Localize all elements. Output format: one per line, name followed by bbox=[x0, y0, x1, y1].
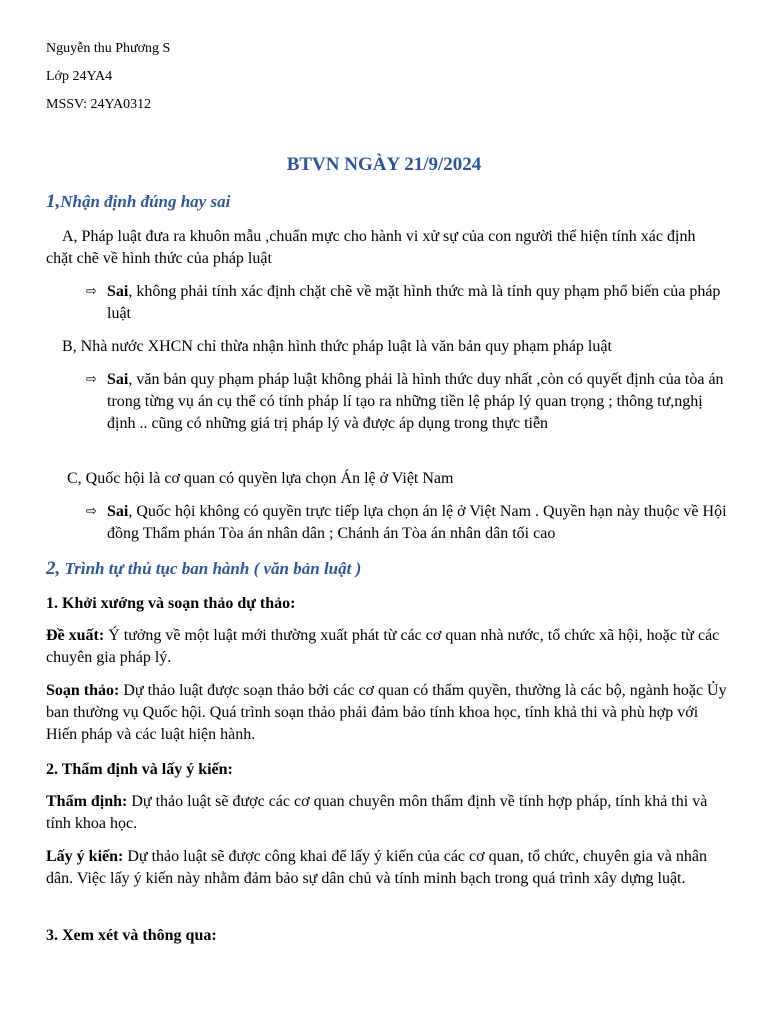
appraisal-text: Dự thảo luật sẽ được các cơ quan chuyên môn thẩm định về tính hợp pháp, tính khả thi và tính khoa học. bbox=[46, 793, 708, 832]
answer-b bbox=[107, 369, 727, 435]
page-title: BTVN NGÀY 21/9/2024 bbox=[286, 154, 482, 175]
step-2-heading: 2. Thẩm định và lấy ý kiến: bbox=[46, 761, 233, 778]
arrow-icon: ⇨ bbox=[86, 284, 97, 299]
consultation-label: Lấy ý kiến: bbox=[46, 848, 124, 865]
step-1-proposal bbox=[46, 625, 731, 669]
arrow-icon: ⇨ bbox=[86, 372, 97, 387]
answer-c-explanation: , Quốc hội không có quyền trực tiếp lựa chọn án lệ ở Việt Nam . Quyền hạn này thuộc về Hội đồng Thẩm phán Tòa án nhân dân ; Chánh án Tòa án nhân dân tối cao bbox=[107, 503, 727, 542]
answer-a-verdict: Sai bbox=[107, 283, 129, 300]
proposal-text: Ý tưởng về một luật mới thường xuất phát từ các cơ quan nhà nước, tổ chức xã hội, hoặc từ các chuyên gia pháp lý. bbox=[46, 627, 720, 666]
section-1-heading bbox=[46, 191, 230, 213]
answer-b-explanation: , văn bản quy phạm pháp luật không phải là hình thức duy nhất ,còn có quyết định của tòa án trong từng vụ án cụ thể có tính pháp lí tạo ra những tiền lệ pháp lý quan trọng ; thông tư,nghị định .. cũng có những giá trị pháp lý và được áp dụng trong thực tiễn bbox=[107, 371, 724, 432]
statement-a: A, Pháp luật đưa ra khuôn mẫu ,chuẩn mực cho hành vi xử sự của con người thể hiện tính xác định chặt chẽ về hình thức của pháp luật bbox=[46, 228, 696, 267]
answer-c-verdict: Sai bbox=[107, 503, 129, 520]
statement-c: C, Quốc hội là cơ quan có quyền lựa chọn Án lệ ở Việt Nam bbox=[67, 470, 454, 487]
statement-b: B, Nhà nước XHCN chỉ thừa nhận hình thức pháp luật là văn bản quy phạm pháp luật bbox=[62, 338, 612, 355]
student-name: Nguyễn thu Phương S bbox=[46, 41, 171, 56]
step-1-heading: 1. Khởi xướng và soạn thảo dự thảo: bbox=[46, 595, 296, 612]
drafting-text: Dự thảo luật được soạn thảo bởi các cơ quan có thẩm quyền, thường là các bộ, ngành hoặc Ủy ban thường vụ Quốc hội. Quá trình soạn thảo phải đảm bảo tính khoa học, tính khả thi và phù hợp với Hiến pháp và các luật hiện hành. bbox=[46, 682, 727, 743]
drafting-label: Soạn thảo: bbox=[46, 682, 120, 699]
section-2-number: 2, bbox=[46, 558, 61, 579]
arrow-icon: ⇨ bbox=[86, 504, 97, 519]
step-1-drafting bbox=[46, 680, 731, 746]
answer-c bbox=[107, 501, 727, 545]
appraisal-label: Thẩm định: bbox=[46, 793, 128, 810]
step-3-heading: 3. Xem xét và thông qua: bbox=[46, 927, 217, 944]
answer-a-explanation: , không phải tính xác định chặt chẽ về mặt hình thức mà là tính quy phạm phổ biến của pháp luật bbox=[107, 283, 721, 322]
answer-a bbox=[107, 281, 727, 325]
step-2-consultation bbox=[46, 846, 731, 890]
section-2-title: Trình tự thủ tục ban hành ( văn bản luật ) bbox=[64, 559, 362, 578]
section-1-title: Nhận định đúng hay sai bbox=[60, 192, 231, 211]
answer-b-verdict: Sai bbox=[107, 371, 129, 388]
proposal-label: Đề xuất: bbox=[46, 627, 105, 644]
section-2-heading bbox=[46, 558, 361, 580]
student-class: Lớp 24YA4 bbox=[46, 69, 113, 84]
step-2-appraisal bbox=[46, 791, 731, 835]
student-id: MSSV: 24YA0312 bbox=[46, 97, 152, 112]
section-1-number: 1, bbox=[46, 191, 61, 212]
consultation-text: Dự thảo luật sẽ được công khai để lấy ý kiến của các cơ quan, tổ chức, chuyên gia và nhân dân. Việc lấy ý kiến này nhằm đảm bảo sự dân chủ và tính minh bạch trong quá trình xây dựng luật. bbox=[46, 848, 707, 887]
